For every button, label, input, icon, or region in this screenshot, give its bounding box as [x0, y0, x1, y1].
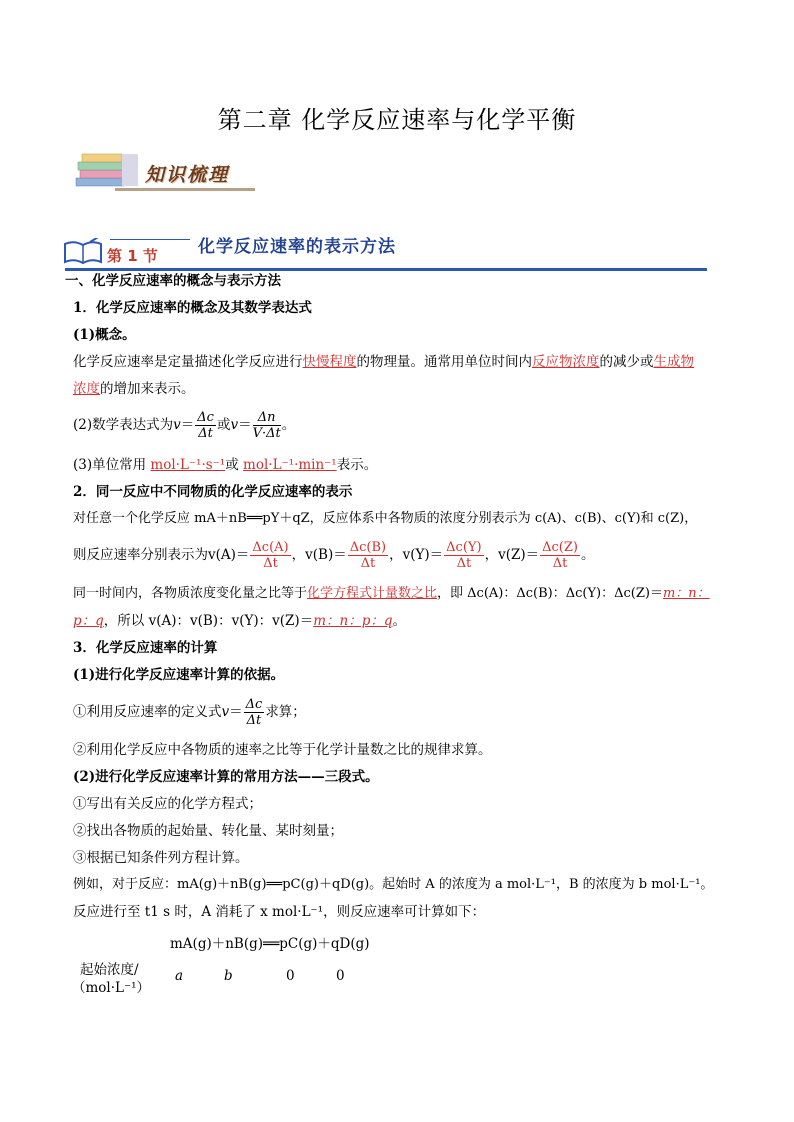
s1-para-line1: 化学反应速率是定量描述化学反应进行快慢程度的物理量。通常用单位时间内反应物浓度的减少或生成物	[73, 354, 694, 370]
books-icon	[72, 148, 142, 190]
s3-sub2: (2)进行化学反应速率计算的常用方法——三段式。	[73, 769, 379, 785]
table-cell: 0	[336, 968, 345, 984]
table-row-label-1: 起始浓度/	[80, 962, 139, 978]
s1-formula-line: (2)数学表达式为v＝ $\frac{\Delta c}{\Delta t}$ 或v＝ $\frac{\Delta n}{V\cdot\Delta t}$ 。	[73, 410, 296, 441]
section-title: 化学反应速率的表示方法	[198, 237, 396, 257]
heading-s3: 3．化学反应速率的计算	[73, 640, 218, 656]
section-number: 第 1 节	[107, 247, 158, 265]
s3-criterion-2: ②利用化学反应中各物质的速率之比等于化学计量数之比的规律求算。	[73, 742, 492, 758]
s2-line3: 同一时间内，各物质浓度变化量之比等于化学方程式计量数之比，即 Δc(A)：Δc(B)：Δc(Y)：Δc(Z)＝m：n：	[73, 586, 710, 601]
s3-criterion-1: ①利用反应速率的定义式v＝ $\frac{\Delta c}{\Delta t}$ 求算；	[73, 697, 306, 728]
heading-1: 一、化学反应速率的概念与表示方法	[65, 273, 281, 289]
s3-method-3: ③根据已知条件列方程计算。	[73, 850, 249, 866]
banner-underline	[115, 188, 255, 191]
table-equation: mA(g)＋nB(g)══pC(g)＋qD(g)	[170, 936, 370, 952]
s3-method-1: ①写出有关反应的化学方程式；	[73, 796, 262, 812]
s3-sub1: (1)进行化学反应速率计算的依据。	[73, 667, 285, 683]
open-book-icon	[62, 238, 104, 266]
s1-unit-line: (3)单位常用 mol·L⁻¹·s⁻¹或 mol·L⁻¹·min⁻¹表示。	[73, 457, 378, 473]
fraction-dc-dt: $\frac{\Delta c}{\Delta t}$	[197, 410, 214, 441]
table-row-label-2: （mol·L⁻¹）	[72, 980, 151, 996]
s2-line1: 对任意一个化学反应 mA＋nB══pY＋qZ，反应体系中各物质的浓度分别表示为 c(A)、c(B)、c(Y)和 c(Z)，	[73, 511, 698, 526]
table-cell: 0	[286, 968, 295, 984]
banner-label: 知识梳理	[145, 164, 230, 186]
s3-method-2: ②找出各物质的起始量、转化量、某时刻量；	[73, 823, 343, 839]
s1-sub1: (1)概念。	[73, 327, 136, 343]
table-cell: a	[175, 968, 184, 984]
s3-example-1: 例如，对于反应：mA(g)＋nB(g)══pC(g)＋qD(g)。起始时 A 的浓度为 a mol·L⁻¹，B 的浓度为 b mol·L⁻¹。	[73, 877, 714, 892]
fraction-dn-vdt: $\frac{\Delta n}{V\cdot\Delta t}$	[252, 410, 281, 441]
s2-rate-line: 则反应速率分别表示为v(A)＝ $\frac{\Delta c(A)}{\Delta t}$ ，v(B)＝ $\frac{\Delta c(B)}{\Delta t}$ ，v(Y)＝ $\frac{\Delta c(Y)}{\Delta t}$ ，v(Z)＝ $\frac{\Delta c(Z)}{\Delta t}$ 。	[73, 540, 595, 571]
section-header-rule	[110, 239, 190, 240]
s1-para-line2: 浓度的增加来表示。	[73, 381, 195, 397]
chapter-title: 第二章 化学反应速率与化学平衡	[217, 106, 577, 134]
heading-s1: 1．化学反应速率的概念及其数学表达式	[73, 300, 312, 316]
heading-s2: 2．同一反应中不同物质的化学反应速率的表示	[73, 484, 353, 500]
s3-example-2: 反应进行至 t1 s 时，A 消耗了 x mol·L⁻¹，则反应速率可计算如下：	[73, 904, 486, 920]
section-divider	[65, 268, 707, 271]
s2-line4: p：q，所以 v(A)：v(B)：v(Y)：v(Z)＝m：n：p：q。	[73, 613, 406, 629]
table-cell: b	[224, 968, 233, 984]
